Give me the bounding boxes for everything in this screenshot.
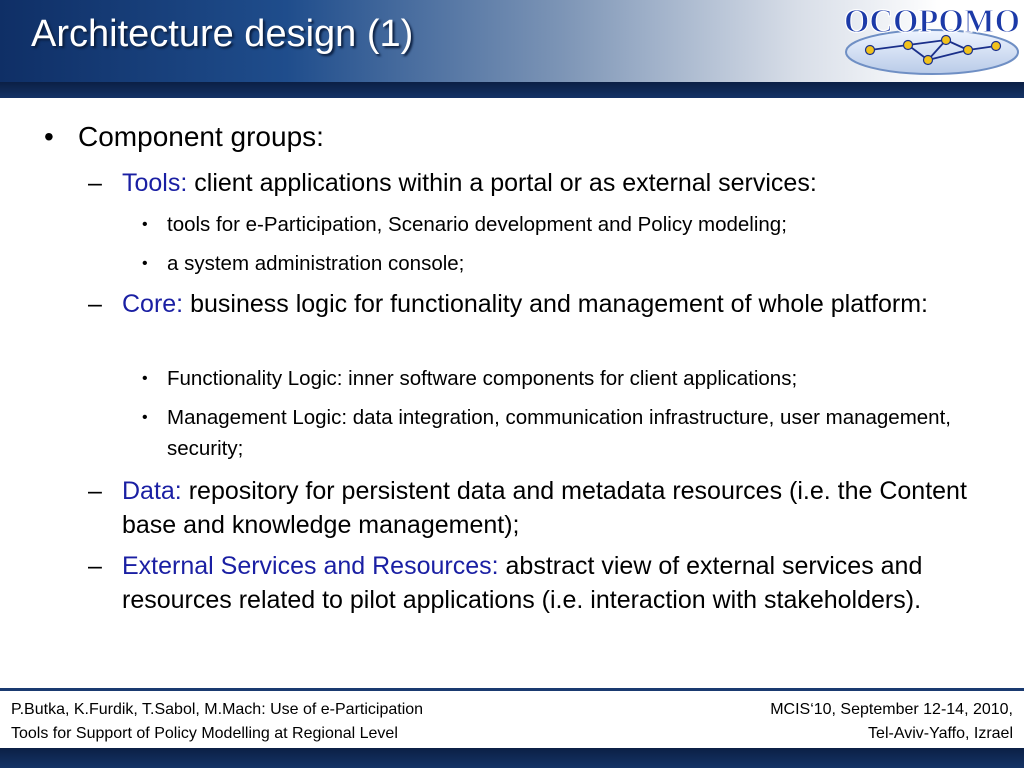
footer-authors: P.Butka, K.Furdik, T.Sabol, M.Mach: Use of e-Participation Tools for Support of Policy Modelling at Regional Level [11, 701, 424, 742]
footer-conference: MCIS‘10, September 12-14, 2010, Tel-Aviv-Yaffo, Izrael [770, 701, 1013, 742]
bullet-icon: • [142, 255, 148, 272]
list-item-text: Management Logic: data integration, communication infrastructure, user management, security; [167, 406, 951, 460]
bullet-icon: • [142, 216, 148, 233]
list-item-text: tools for e-Participation, Scenario development and Policy modeling; [167, 213, 787, 236]
group-desc: client applications within a portal or as external services: [187, 169, 817, 197]
group-term: Core: [122, 290, 184, 318]
dash-icon: – [88, 290, 102, 318]
heading-text: Component groups: [78, 121, 324, 152]
group-term: Tools: [122, 169, 188, 197]
logo-text: OCOPOMO [844, 3, 1020, 40]
group-term: External Services and Resources: [122, 552, 499, 580]
header-bar [0, 82, 1024, 98]
group-desc: abstract view of external services and resources related to pilot applications (i.e. interaction with stakeholders). [122, 552, 923, 614]
list-item-text: Functionality Logic: inner software components for client applications; [167, 367, 798, 390]
slide-title: Architecture design (1) [31, 13, 414, 55]
dash-icon: – [88, 169, 102, 197]
footer-divider [0, 688, 1024, 691]
bullet-icon: • [142, 370, 148, 387]
list-item-text: a system administration console; [167, 252, 465, 275]
group-desc: business logic for functionality and management of whole platform: [183, 290, 928, 318]
dash-icon: – [88, 477, 102, 505]
ocopomo-logo [836, 0, 1024, 78]
group-term: Data: [122, 477, 182, 505]
dash-icon: – [88, 552, 102, 580]
footer-bar [0, 748, 1024, 768]
group-desc: repository for persistent data and metadata resources (i.e. the Content base and knowledge management); [122, 477, 967, 539]
bullet-icon: • [44, 121, 54, 152]
bullet-icon: • [142, 409, 148, 426]
